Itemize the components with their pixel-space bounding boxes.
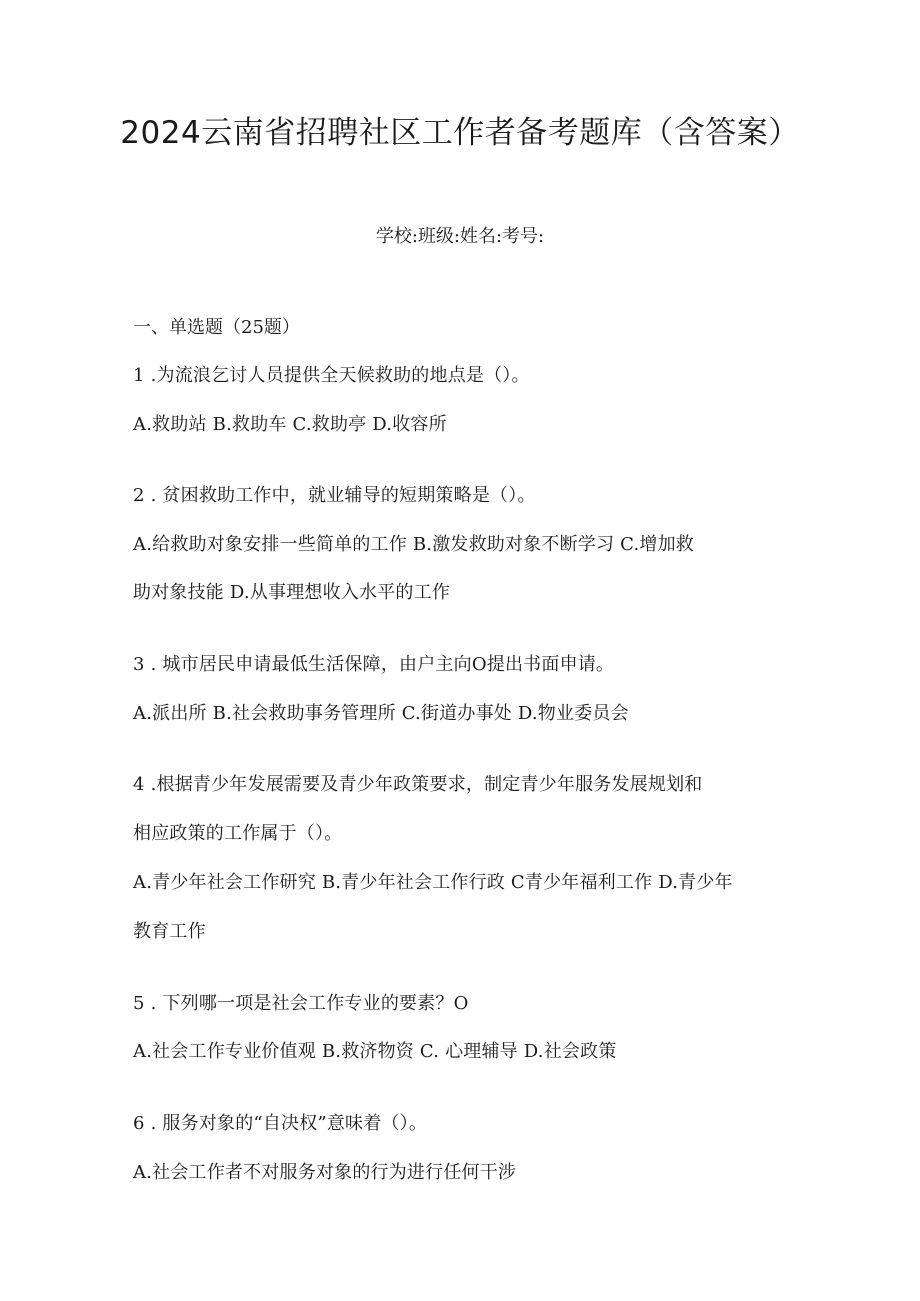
question-2: 2 . 贫困救助工作中，就业辅导的短期策略是（）。 <box>133 485 536 506</box>
question-6: 6 . 服务对象的“自决权”意味着（）。 <box>133 1113 428 1134</box>
question-5-options: A.社会工作专业价值观 B.救济物资 C. 心理辅导 D.社会政策 <box>133 1041 617 1062</box>
section-heading: 一、单选题（25题） <box>133 317 300 338</box>
question-4-line-2: 相应政策的工作属于（）。 <box>133 823 343 844</box>
question-4-line-1: 4 .根据青少年发展需要及青少年政策要求，制定青少年服务发展规划和 <box>133 774 703 795</box>
question-1-options: A.救助站 B.救助车 C.救助亭 D.收容所 <box>133 414 447 435</box>
student-info-line: 学校:班级:姓名:考号: <box>375 226 545 247</box>
document-title: 2024云南省招聘社区工作者备考题库（含答案） <box>120 115 800 151</box>
question-5: 5 . 下列哪一项是社会工作专业的要素？O <box>133 993 469 1014</box>
question-4-options-line-1: A.青少年社会工作研究 B.青少年社会工作行政 C青少年福利工作 D.青少年 <box>133 872 733 893</box>
question-4-options-line-2: 教育工作 <box>133 921 206 942</box>
question-3-options: A.派出所 B.社会救助事务管理所 C.街道办事处 D.物业委员会 <box>133 703 629 724</box>
question-2-options-line-2: 助对象技能 D.从事理想收入水平的工作 <box>133 582 451 603</box>
question-6-option-a: A.社会工作者不对服务对象的行为进行任何干涉 <box>133 1162 517 1183</box>
question-3: 3 . 城市居民申请最低生活保障，由户主向O提出书面申请。 <box>133 654 615 675</box>
question-2-options-line-1: A.给救助对象安排一些简单的工作 B.激发救助对象不断学习 C.增加救 <box>133 534 694 555</box>
question-1: 1 .为流浪乞讨人员提供全天候救助的地点是（）。 <box>133 365 530 386</box>
